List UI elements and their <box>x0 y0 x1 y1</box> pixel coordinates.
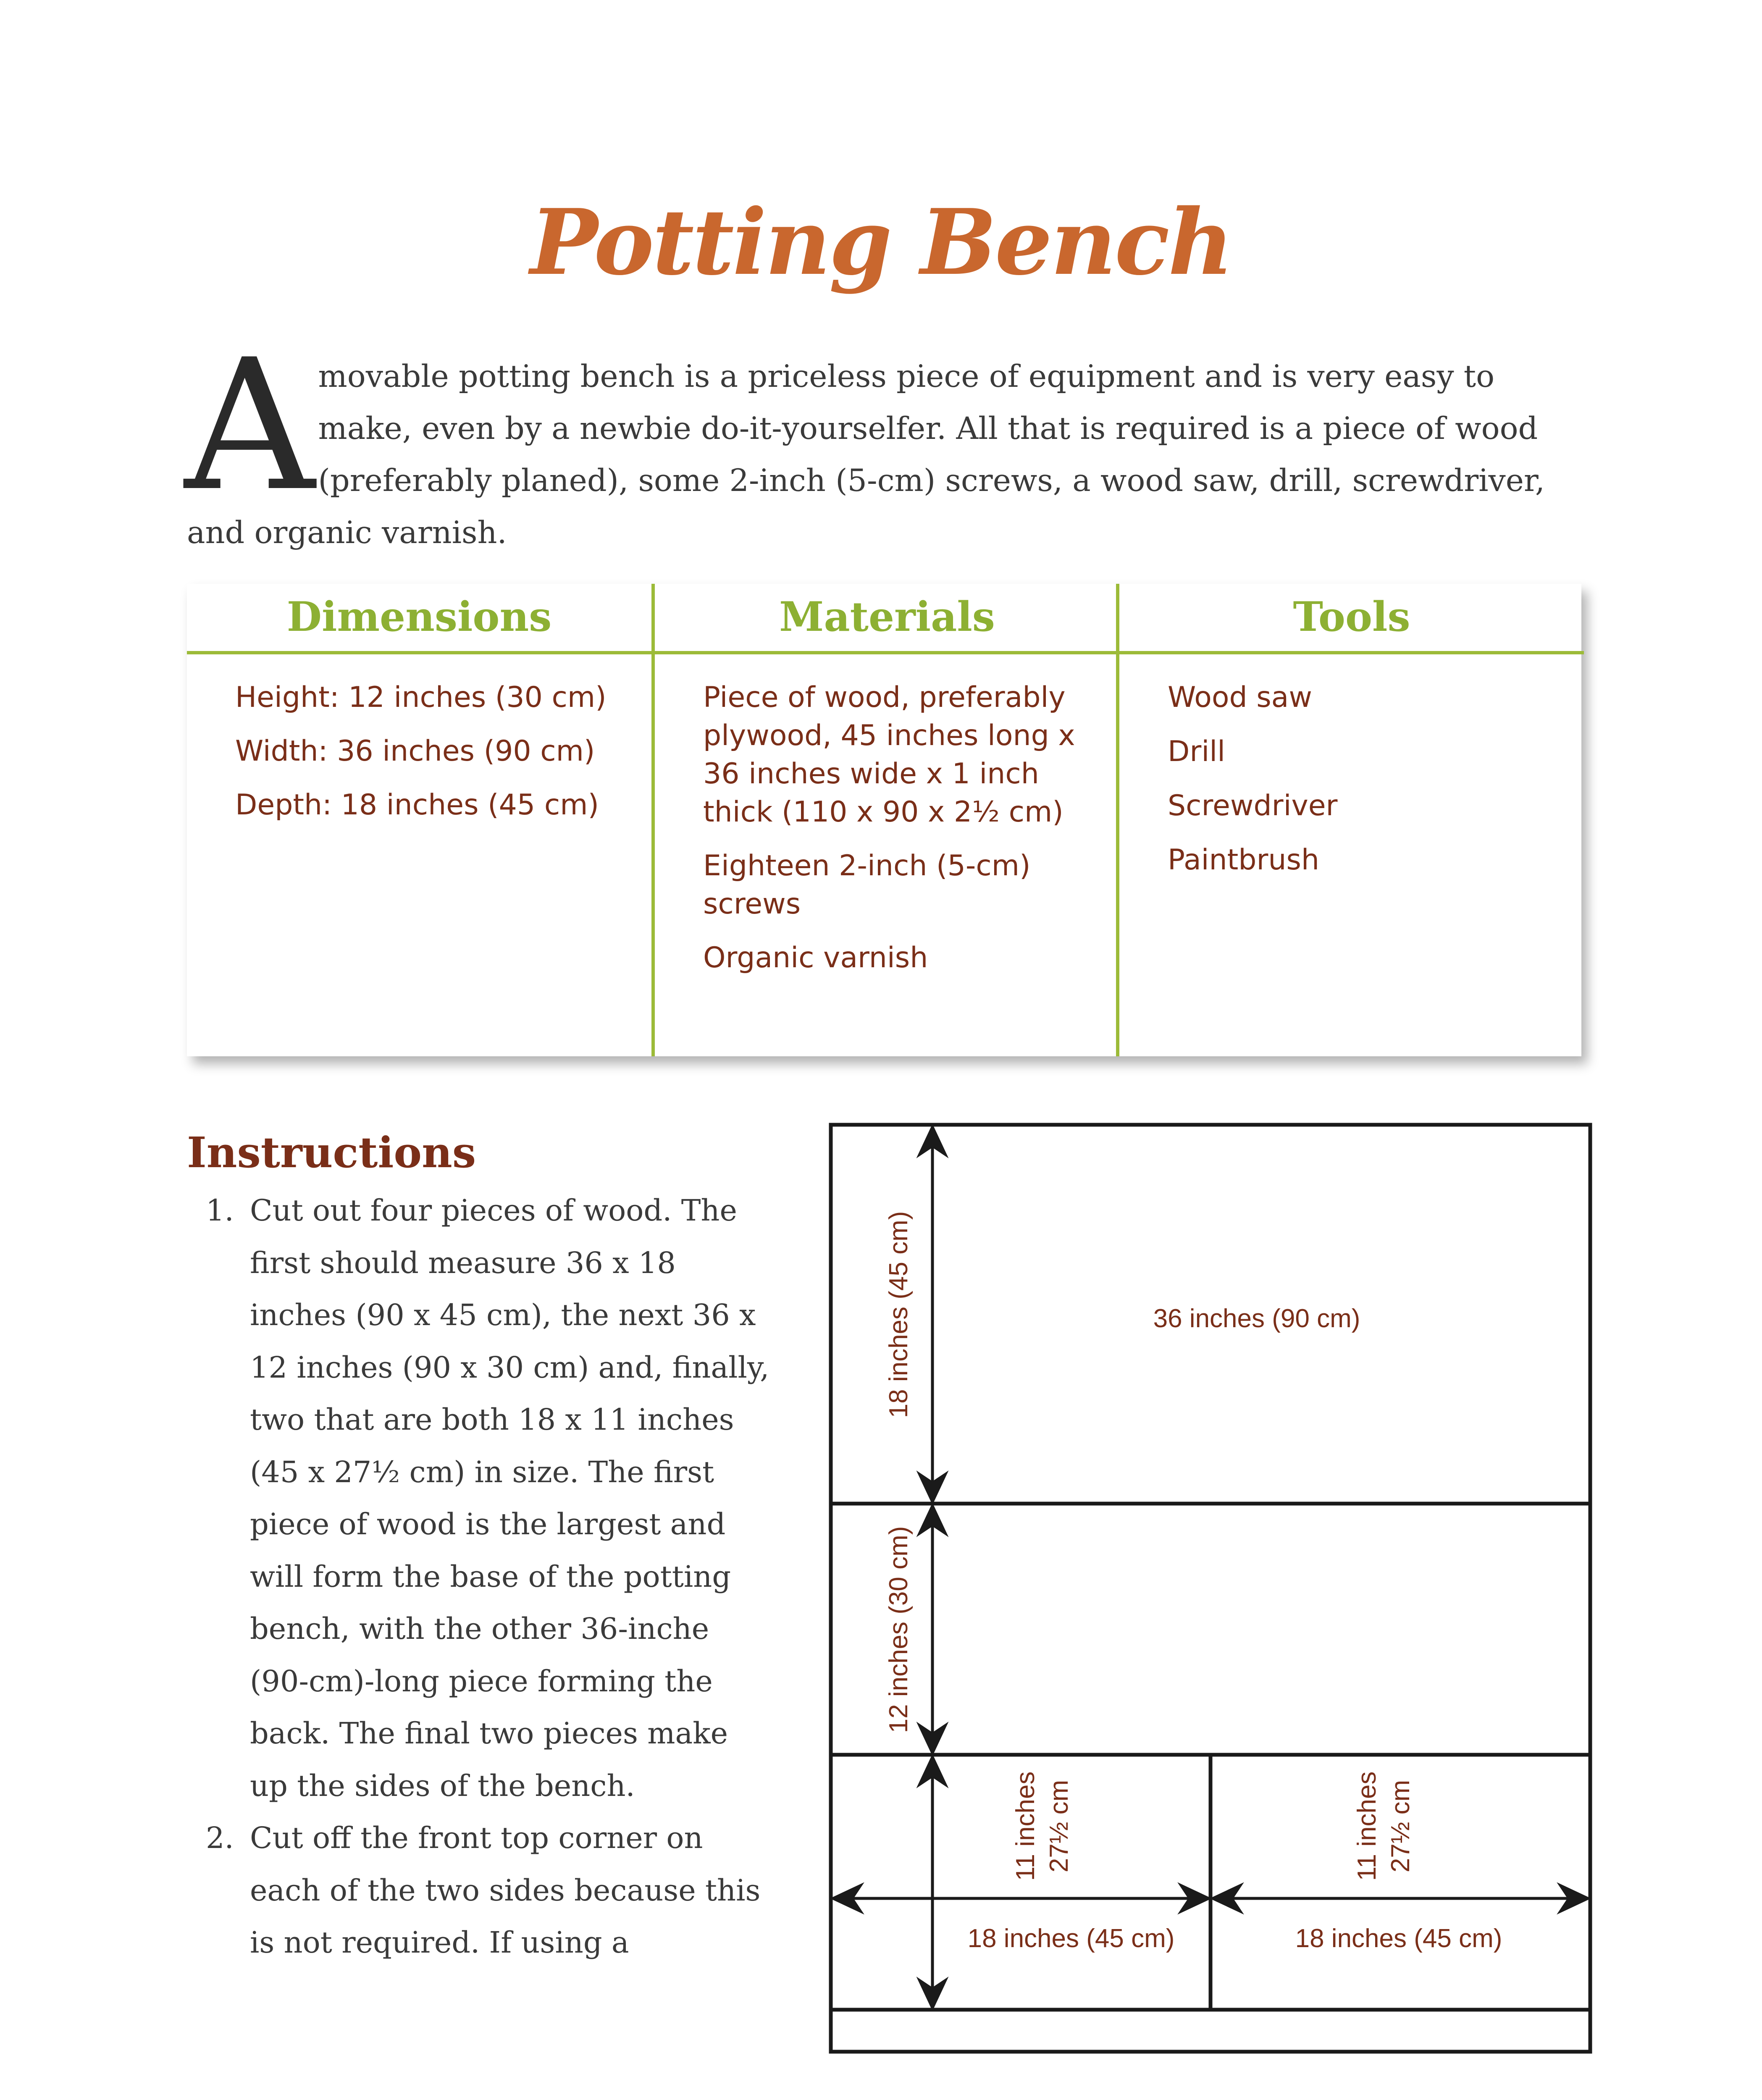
label-width-18-a: 18 inches (45 cm) <box>967 1924 1175 1953</box>
materials-heading: Materials <box>655 584 1119 654</box>
tool-paintbrush: Paintbrush <box>1168 843 1320 877</box>
label-side-a-line1: 11 inches <box>1011 1771 1040 1881</box>
tools-heading: Tools <box>1119 584 1584 654</box>
drop-cap: A <box>184 321 315 531</box>
material-varnish: Organic varnish <box>703 941 928 974</box>
step-text: Cut out four pieces of wood. The first should measure 36 x 18 inches (90 x 45 cm), the next 36 x 12 inches (90 x 30 cm) and, finally, two that are both 18 x 11 inches (45 x 27½ cm) in size. The first piece of wood is the largest and will form the base of the potting bench, with the other 36-inche (90-cm)-long piece forming the back. The final two pieces make up the sides of the bench. <box>250 1193 769 1803</box>
page-title: Potting Bench <box>530 189 1232 295</box>
dimension-width: Width: 36 inches (90 cm) <box>235 735 595 768</box>
label-side-b-line2: 27½ cm <box>1386 1780 1415 1873</box>
label-height-12: 12 inches (30 cm) <box>884 1526 913 1733</box>
label-width-36: 36 inches (90 cm) <box>1153 1304 1360 1333</box>
dimension-depth: Depth: 18 inches (45 cm) <box>235 788 599 822</box>
step-number: 2. <box>206 1821 234 1855</box>
intro-text: movable potting bench is a priceless piece of equipment and is very easy to make, even by a newbie do-it-yourselfer. All that is required is a piece of wood (preferably planed), some 2-inch (5-cm) screws, a wood saw, drill, screwdriver, and organic varnish. <box>187 359 1545 551</box>
label-width-18-b: 18 inches (45 cm) <box>1295 1924 1502 1953</box>
label-side-b-line1: 11 inches <box>1352 1771 1381 1881</box>
label-side-a-line2: 27½ cm <box>1045 1780 1074 1873</box>
step-number: 1. <box>206 1193 234 1228</box>
step-text: Cut off the front top corner on each of the two sides because this is not required. If using a <box>250 1821 761 1960</box>
material-screws: Eighteen 2-inch (5-cm) screws <box>703 849 1031 921</box>
material-wood: Piece of wood, preferably plywood, 45 inches long x 36 inches wide x 1 inch thick (110 x 90 x 2½ cm) <box>703 681 1075 829</box>
instructions-heading: Instructions <box>187 1128 476 1177</box>
tool-saw: Wood saw <box>1168 681 1312 714</box>
tool-drill: Drill <box>1168 735 1225 768</box>
dimensions-heading: Dimensions <box>187 584 651 654</box>
tool-screwdriver: Screwdriver <box>1168 789 1338 822</box>
dimension-height: Height: 12 inches (30 cm) <box>235 681 607 714</box>
label-height-18: 18 inches (45 cm) <box>884 1211 913 1418</box>
